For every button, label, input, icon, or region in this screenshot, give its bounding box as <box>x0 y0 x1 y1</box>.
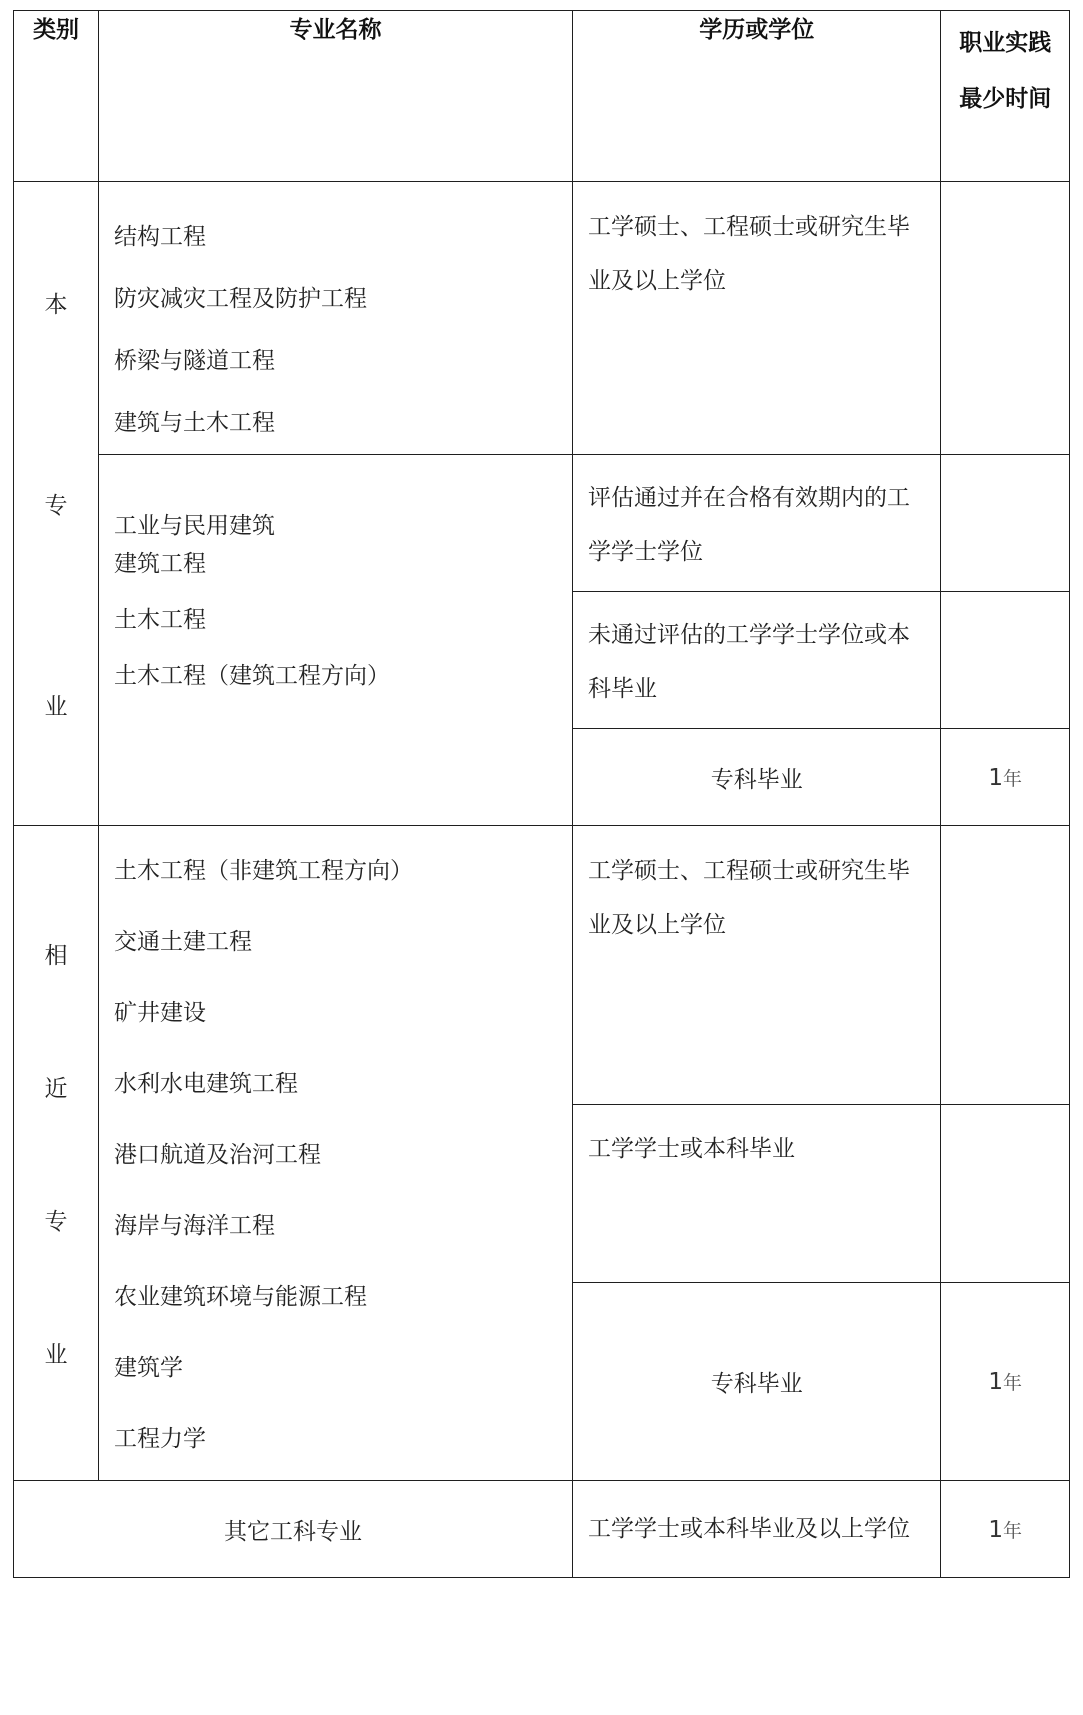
major-item: 建筑与土木工程 <box>114 410 275 436</box>
major-list <box>99 455 573 826</box>
major-item: 建筑学 <box>114 1355 183 1381</box>
time-cell <box>941 1105 1070 1283</box>
time-cell <box>941 826 1070 1105</box>
major-item: 结构工程 <box>114 224 206 250</box>
major-item: 海岸与海洋工程 <box>114 1213 275 1239</box>
category-char: 本 <box>44 292 68 318</box>
header-practice-line2: 最少时间 <box>959 86 1052 112</box>
degree-cell: 工学学士或本科毕业 <box>573 1105 941 1283</box>
major-item: 土木工程（建筑工程方向） <box>114 663 390 689</box>
major-item: 防灾减灾工程及防护工程 <box>114 286 367 312</box>
category-char: 业 <box>44 694 68 720</box>
major-item: 交通土建工程 <box>114 929 252 955</box>
major-item: 建筑工程 <box>114 551 206 577</box>
table-row <box>14 182 1070 455</box>
major-item: 矿井建设 <box>114 1000 206 1026</box>
degree-cell: 未通过评估的工学学士学位或本科毕业 <box>573 592 941 729</box>
major-item: 土木工程 <box>114 607 206 633</box>
category-char: 专 <box>44 493 68 519</box>
major-list <box>99 826 573 1481</box>
major-list <box>99 182 573 455</box>
time-cell <box>941 729 1070 826</box>
time-cell <box>941 1283 1070 1481</box>
category-cell-benzhuanye <box>14 182 99 826</box>
table-row <box>14 455 1070 592</box>
table-row <box>14 1481 1070 1578</box>
degree-cell: 工学硕士、工程硕士或研究生毕业及以上学位 <box>573 826 941 1105</box>
table-row <box>14 826 1070 1105</box>
degree-cell: 专科毕业 <box>573 729 941 826</box>
degree-cell: 专科毕业 <box>573 1283 941 1481</box>
category-cell-other: 其它工科专业 <box>14 1481 573 1578</box>
major-item: 工程力学 <box>114 1426 206 1452</box>
major-item: 水利水电建筑工程 <box>114 1071 298 1097</box>
category-cell-xiangjinzhuanye <box>14 826 99 1481</box>
degree-cell: 评估通过并在合格有效期内的工学学士学位 <box>573 455 941 592</box>
qualification-table <box>13 10 1070 1578</box>
time-cell <box>941 1481 1070 1578</box>
header-degree: 学历或学位 <box>573 11 941 182</box>
time-unit: 年 <box>1003 1372 1023 1394</box>
time-unit: 年 <box>1003 767 1023 790</box>
header-practice-line1: 职业实践 <box>959 30 1052 56</box>
time-value: 1 <box>988 1369 1003 1395</box>
category-char: 相 <box>44 943 68 969</box>
time-cell <box>941 592 1070 729</box>
category-char: 业 <box>44 1342 68 1368</box>
major-item: 土木工程（非建筑工程方向） <box>114 858 413 884</box>
header-practice-time <box>941 11 1070 182</box>
major-item: 工业与民用建筑 <box>114 513 275 539</box>
degree-cell: 工学学士或本科毕业及以上学位 <box>573 1481 941 1578</box>
major-item: 农业建筑环境与能源工程 <box>114 1284 367 1310</box>
time-value: 1 <box>988 1516 1003 1543</box>
time-cell <box>941 182 1070 455</box>
table-header-row <box>14 11 1070 182</box>
category-char: 近 <box>44 1076 68 1102</box>
time-value: 1 <box>988 764 1003 791</box>
time-cell <box>941 455 1070 592</box>
header-category: 类别 <box>14 11 99 182</box>
time-unit: 年 <box>1003 1519 1023 1542</box>
header-major-name: 专业名称 <box>99 11 573 182</box>
major-item: 港口航道及治河工程 <box>114 1142 321 1168</box>
degree-cell: 工学硕士、工程硕士或研究生毕业及以上学位 <box>573 182 941 455</box>
major-item: 桥梁与隧道工程 <box>114 348 275 374</box>
category-char: 专 <box>44 1209 68 1235</box>
